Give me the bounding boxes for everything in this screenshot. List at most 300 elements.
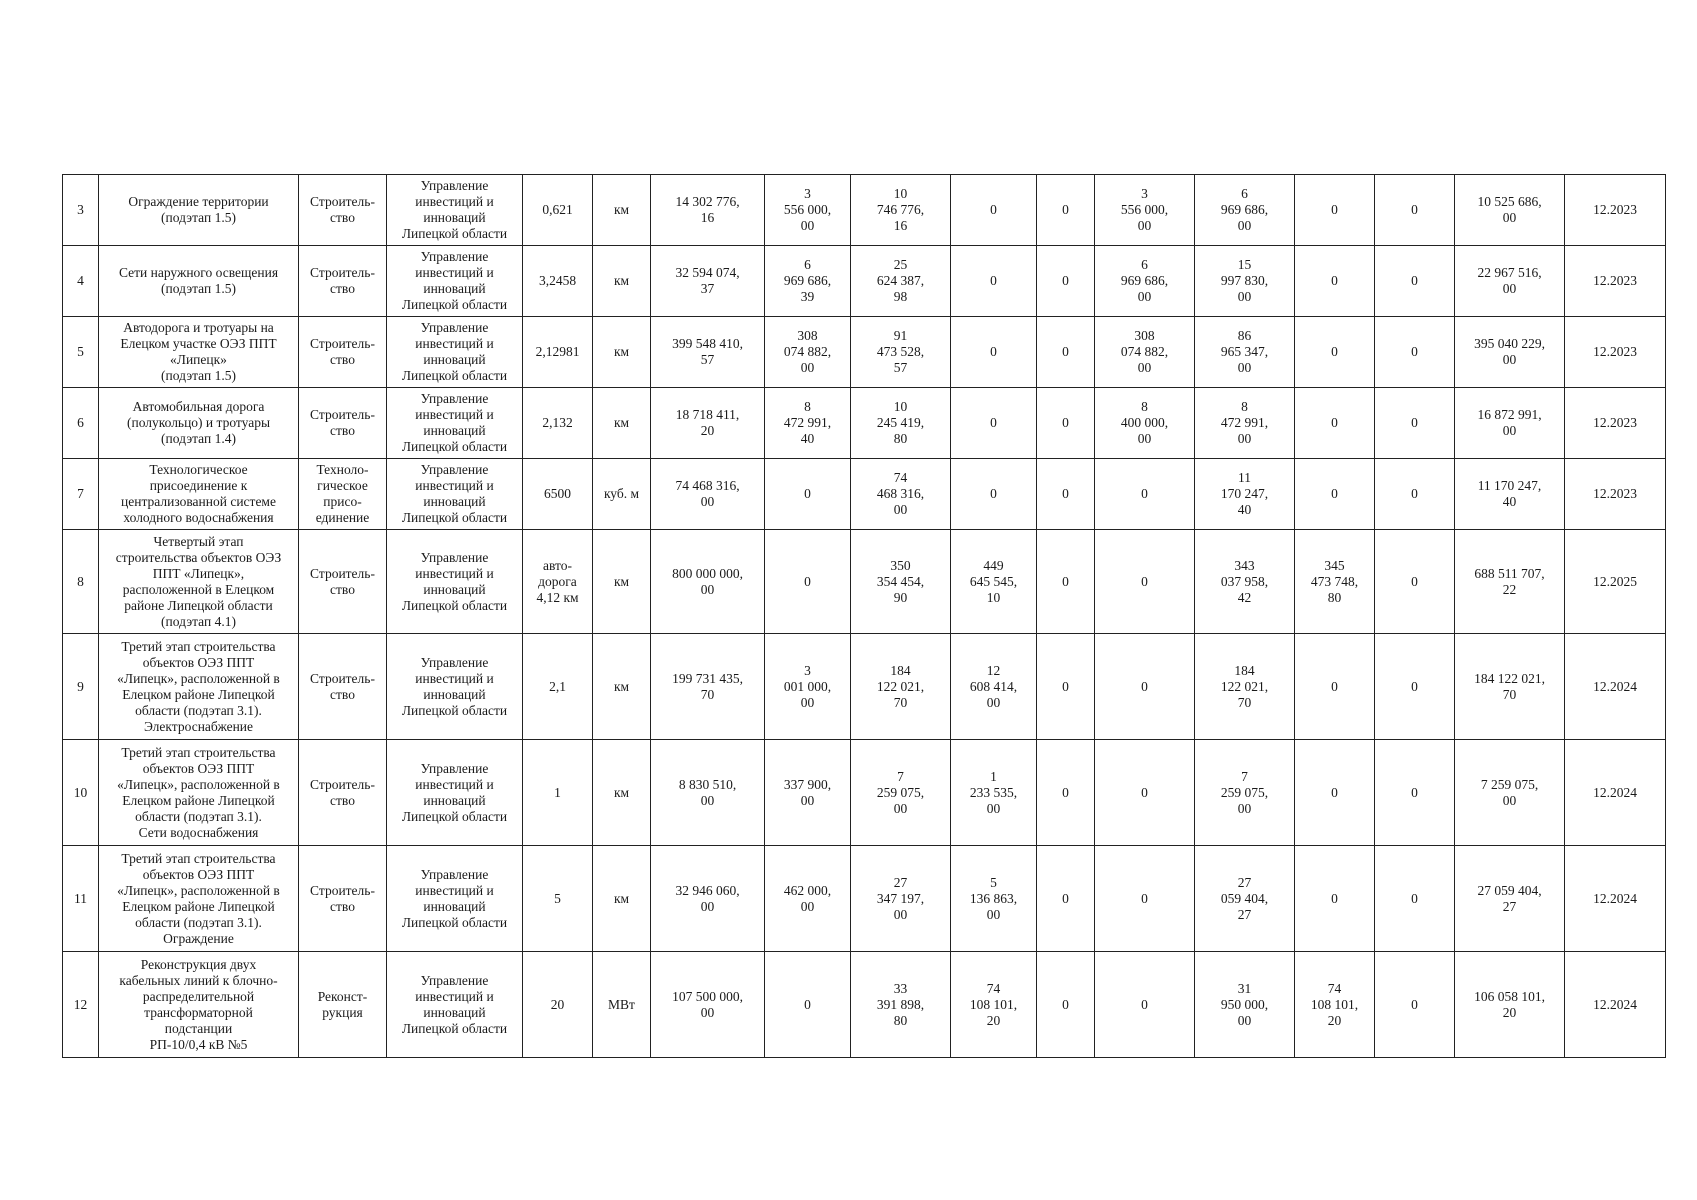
row-number-text: 3 [77, 202, 84, 217]
cost-col-5-text: 6 969 686, 00 [1120, 257, 1169, 304]
capacity-text: 1 [554, 784, 561, 800]
cell-total-cost [651, 846, 765, 952]
cell-object-name [99, 952, 299, 1058]
cell-completion-date [1565, 740, 1666, 846]
work-type-text: Строитель- ство [310, 336, 375, 367]
cell-cost-col-7 [1295, 459, 1375, 530]
cell-unit [593, 846, 651, 952]
cost-col-8-text: 0 [1411, 486, 1418, 501]
cell-object-name [99, 175, 299, 246]
cell-cost-col-7 [1295, 175, 1375, 246]
unit-text: км [613, 273, 630, 288]
cell-cost-col-6 [1195, 846, 1295, 952]
cost-col-5-text: 308 074 882, 00 [1120, 328, 1169, 375]
cost-col-4-text: 0 [1062, 996, 1069, 1012]
cell-cost-col-4 [1037, 175, 1095, 246]
cell-cost-col-2 [851, 740, 951, 846]
cell-work-type [299, 530, 387, 634]
cell-cost-col-9 [1455, 175, 1565, 246]
total-cost-text: 107 500 000, 00 [672, 988, 743, 1020]
cell-total-cost [651, 175, 765, 246]
cost-col-5-text: 0 [1141, 486, 1148, 501]
cell-cost-col-4 [1037, 846, 1095, 952]
cell-cost-col-4 [1037, 740, 1095, 846]
cell-cost-col-3 [951, 459, 1037, 530]
cell-completion-date [1565, 246, 1666, 317]
cost-col-8-text: 0 [1411, 784, 1418, 800]
cell-work-type [299, 740, 387, 846]
work-type-text: Строитель- ство [310, 882, 375, 914]
cell-cost-col-6 [1195, 175, 1295, 246]
table-row [63, 740, 1666, 846]
cell-cost-col-4 [1037, 246, 1095, 317]
cell-total-cost [651, 952, 765, 1058]
cell-cost-col-2 [851, 952, 951, 1058]
customer-text: Управление инвестиций и инноваций Липецкой области [401, 462, 508, 525]
table-row [63, 459, 1666, 530]
cost-col-8-text: 0 [1411, 273, 1418, 288]
work-type-text: Строитель- ство [310, 670, 375, 702]
cost-col-8-text: 0 [1411, 344, 1418, 359]
cell-cost-col-7 [1295, 317, 1375, 388]
cost-col-9-text: 22 967 516, 00 [1477, 265, 1542, 296]
cell-capacity [523, 846, 593, 952]
cell-cost-col-2 [851, 634, 951, 740]
cost-col-6-text: 8 472 991, 00 [1220, 399, 1269, 446]
cell-cost-col-4 [1037, 952, 1095, 1058]
capacity-text: 20 [550, 996, 565, 1012]
cost-col-2-text: 91 473 528, 57 [876, 328, 925, 375]
cell-cost-col-7 [1295, 388, 1375, 459]
cost-col-6-text: 6 969 686, 00 [1220, 186, 1269, 233]
cost-col-2-text: 74 468 316, 00 [876, 470, 925, 517]
table-row [63, 388, 1666, 459]
cell-cost-col-1 [765, 530, 851, 634]
cell-cost-col-1 [765, 634, 851, 740]
cost-col-3-text: 12 608 414, 00 [969, 662, 1018, 710]
total-cost-text: 32 946 060, 00 [675, 882, 740, 914]
cell-cost-col-9 [1455, 388, 1565, 459]
cell-cost-col-3 [951, 246, 1037, 317]
cost-col-6-text: 184 122 021, 70 [1220, 662, 1269, 710]
cost-col-9-text: 10 525 686, 00 [1477, 194, 1542, 225]
cell-cost-col-9 [1455, 459, 1565, 530]
unit-text: км [613, 415, 630, 430]
cost-col-5-text: 0 [1141, 784, 1148, 800]
cost-col-3-text: 0 [990, 415, 997, 430]
customer-text: Управление инвестиций и инноваций Липецкой области [401, 654, 508, 718]
object-name-text: Ограждение территории (подэтап 1.5) [128, 194, 269, 225]
cost-col-9-text: 7 259 075, 00 [1480, 776, 1539, 808]
cell-customer [387, 175, 523, 246]
object-name-text: Третий этап строительства объектов ОЭЗ ППТ «Липецк», расположенной в Елецком районе Липецкой области (подэтап 3.1). Ограждение [117, 850, 280, 946]
cell-cost-col-5 [1095, 952, 1195, 1058]
cell-cost-col-9 [1455, 634, 1565, 740]
cost-col-3-text: 0 [990, 344, 997, 359]
cost-col-5-text: 0 [1141, 573, 1148, 589]
cost-col-9-text: 106 058 101, 20 [1474, 988, 1545, 1020]
cost-col-7-text: 0 [1331, 678, 1338, 694]
capacity-text: 2,132 [542, 415, 573, 430]
cost-col-7-text: 0 [1331, 344, 1338, 359]
unit-text: км [613, 573, 630, 589]
cell-row-number [63, 175, 99, 246]
capacity-text: 2,12981 [535, 344, 580, 359]
table-body [63, 175, 1666, 1058]
cell-row-number [63, 846, 99, 952]
cost-col-3-text: 1 233 535, 00 [969, 768, 1018, 816]
total-cost-text: 32 594 074, 37 [675, 265, 740, 296]
total-cost-text: 14 302 776, 16 [675, 194, 740, 225]
cost-col-7-text: 0 [1331, 486, 1338, 501]
cell-cost-col-8 [1375, 846, 1455, 952]
total-cost-text: 399 548 410, 57 [672, 336, 743, 367]
cell-cost-col-7 [1295, 952, 1375, 1058]
work-type-text: Строитель- ство [310, 776, 375, 808]
row-number-text: 12 [73, 996, 88, 1012]
cell-cost-col-3 [951, 175, 1037, 246]
cost-col-3-text: 74 108 101, 20 [969, 980, 1018, 1028]
cell-total-cost [651, 634, 765, 740]
total-cost-text: 74 468 316, 00 [675, 478, 740, 509]
cell-object-name [99, 459, 299, 530]
work-type-text: Техноло- гическое присо- единение [315, 462, 370, 525]
cell-completion-date [1565, 175, 1666, 246]
row-number-text: 10 [73, 784, 88, 800]
capacity-text: 5 [554, 890, 561, 906]
cost-col-1-text: 3 001 000, 00 [783, 662, 832, 710]
cost-col-7-text: 0 [1331, 415, 1338, 430]
total-cost-text: 199 731 435, 70 [672, 670, 743, 702]
cell-cost-col-9 [1455, 740, 1565, 846]
object-name-text: Автодорога и тротуары на Елецком участке ОЭЗ ППТ «Липецк» (подэтап 1.5) [120, 320, 277, 383]
object-name-text: Третий этап строительства объектов ОЭЗ ППТ «Липецк», расположенной в Елецком районе Липецкой области (подэтап 3.1). Электроснабжение [117, 638, 280, 734]
cell-completion-date [1565, 459, 1666, 530]
object-name-text: Автомобильная дорога (полукольцо) и тротуары (подэтап 1.4) [126, 399, 271, 446]
cost-col-2-text: 10 245 419, 80 [876, 399, 925, 446]
cell-cost-col-7 [1295, 846, 1375, 952]
cell-cost-col-7 [1295, 740, 1375, 846]
cost-col-1-text: 0 [804, 573, 811, 589]
cost-col-1-text: 337 900, 00 [783, 776, 832, 808]
cell-cost-col-6 [1195, 246, 1295, 317]
cost-col-2-text: 350 354 454, 90 [876, 557, 925, 605]
cell-cost-col-7 [1295, 530, 1375, 634]
cell-cost-col-2 [851, 246, 951, 317]
cell-cost-col-6 [1195, 952, 1295, 1058]
cell-cost-col-3 [951, 388, 1037, 459]
cell-unit [593, 317, 651, 388]
cost-col-6-text: 7 259 075, 00 [1220, 768, 1269, 816]
cell-cost-col-3 [951, 740, 1037, 846]
cost-col-5-text: 3 556 000, 00 [1120, 186, 1169, 233]
cell-cost-col-1 [765, 846, 851, 952]
cell-cost-col-5 [1095, 317, 1195, 388]
cost-col-3-text: 0 [990, 486, 997, 501]
cell-cost-col-4 [1037, 317, 1095, 388]
cell-row-number [63, 459, 99, 530]
cost-col-4-text: 0 [1062, 784, 1069, 800]
completion-date-text: 12.2023 [1593, 486, 1637, 501]
cost-col-8-text: 0 [1411, 415, 1418, 430]
cost-col-6-text: 343 037 958, 42 [1220, 557, 1269, 605]
capacity-text: 0,621 [542, 202, 573, 217]
cell-capacity [523, 740, 593, 846]
cost-col-2-text: 184 122 021, 70 [876, 662, 925, 710]
object-name-text: Четвертый этап строительства объектов ОЭЗ ППТ «Липецк», расположенной в Елецком районе Липецкой области (подэтап 4.1) [115, 533, 282, 629]
cell-capacity [523, 459, 593, 530]
cell-object-name [99, 317, 299, 388]
cell-cost-col-1 [765, 952, 851, 1058]
cell-cost-col-8 [1375, 634, 1455, 740]
cell-object-name [99, 530, 299, 634]
cost-col-9-text: 16 872 991, 00 [1477, 407, 1542, 438]
cost-col-5-text: 0 [1141, 678, 1148, 694]
unit-text: км [613, 344, 630, 359]
cell-cost-col-4 [1037, 388, 1095, 459]
cell-cost-col-1 [765, 388, 851, 459]
cost-col-8-text: 0 [1411, 678, 1418, 694]
cell-row-number [63, 952, 99, 1058]
cell-cost-col-3 [951, 846, 1037, 952]
cost-col-8-text: 0 [1411, 202, 1418, 217]
cost-col-8-text: 0 [1411, 996, 1418, 1012]
cost-col-4-text: 0 [1062, 273, 1069, 288]
cost-col-4-text: 0 [1062, 202, 1069, 217]
cell-cost-col-5 [1095, 634, 1195, 740]
cell-cost-col-3 [951, 952, 1037, 1058]
cell-object-name [99, 388, 299, 459]
table-row [63, 634, 1666, 740]
cell-completion-date [1565, 634, 1666, 740]
cell-cost-col-5 [1095, 388, 1195, 459]
cost-col-9-text: 27 059 404, 27 [1477, 882, 1542, 914]
cell-unit [593, 634, 651, 740]
cell-row-number [63, 246, 99, 317]
cost-col-3-text: 0 [990, 202, 997, 217]
cell-row-number [63, 634, 99, 740]
cell-work-type [299, 317, 387, 388]
row-number-text: 8 [77, 573, 84, 589]
total-cost-text: 18 718 411, 20 [675, 407, 740, 438]
cell-cost-col-9 [1455, 846, 1565, 952]
cost-col-5-text: 0 [1141, 996, 1148, 1012]
cell-object-name [99, 740, 299, 846]
cell-capacity [523, 634, 593, 740]
cell-cost-col-6 [1195, 634, 1295, 740]
cell-customer [387, 846, 523, 952]
cell-cost-col-8 [1375, 740, 1455, 846]
cost-col-8-text: 0 [1411, 573, 1418, 589]
total-cost-text: 8 830 510, 00 [678, 776, 737, 808]
cell-total-cost [651, 246, 765, 317]
unit-text: км [613, 202, 630, 217]
cell-customer [387, 388, 523, 459]
cell-cost-col-9 [1455, 246, 1565, 317]
cell-total-cost [651, 459, 765, 530]
object-name-text: Реконструкция двух кабельных линий к блочно- распределительной трансформаторной подстанции РП-10/0,4 кВ №5 [119, 956, 278, 1052]
cell-cost-col-4 [1037, 530, 1095, 634]
cell-cost-col-5 [1095, 459, 1195, 530]
cost-col-7-text: 74 108 101, 20 [1310, 980, 1359, 1028]
cell-object-name [99, 634, 299, 740]
cost-col-6-text: 31 950 000, 00 [1220, 980, 1269, 1028]
cell-work-type [299, 246, 387, 317]
cell-cost-col-8 [1375, 530, 1455, 634]
cost-col-3-text: 449 645 545, 10 [969, 557, 1018, 605]
row-number-text: 4 [77, 273, 84, 288]
cell-cost-col-5 [1095, 246, 1195, 317]
cost-col-1-text: 3 556 000, 00 [783, 186, 832, 233]
cell-customer [387, 634, 523, 740]
cell-cost-col-2 [851, 846, 951, 952]
cell-completion-date [1565, 530, 1666, 634]
cost-col-4-text: 0 [1062, 678, 1069, 694]
cell-cost-col-8 [1375, 459, 1455, 530]
table-row [63, 317, 1666, 388]
cell-cost-col-1 [765, 175, 851, 246]
table-row [63, 246, 1666, 317]
cell-cost-col-6 [1195, 459, 1295, 530]
cell-total-cost [651, 317, 765, 388]
cell-unit [593, 459, 651, 530]
table-row [63, 175, 1666, 246]
cell-customer [387, 246, 523, 317]
cell-object-name [99, 246, 299, 317]
unit-text: МВт [608, 996, 635, 1012]
cost-col-6-text: 27 059 404, 27 [1220, 874, 1269, 922]
cell-unit [593, 246, 651, 317]
cost-col-6-text: 15 997 830, 00 [1220, 257, 1269, 304]
cell-unit [593, 175, 651, 246]
completion-date-text: 12.2024 [1593, 678, 1637, 694]
cost-col-6-text: 86 965 347, 00 [1220, 328, 1269, 375]
cell-work-type [299, 175, 387, 246]
completion-date-text: 12.2023 [1593, 273, 1637, 288]
cell-work-type [299, 634, 387, 740]
cell-work-type [299, 388, 387, 459]
cell-cost-col-9 [1455, 317, 1565, 388]
work-type-text: Строитель- ство [310, 407, 375, 438]
cost-col-3-text: 0 [990, 273, 997, 288]
cell-cost-col-5 [1095, 740, 1195, 846]
cell-capacity [523, 175, 593, 246]
cell-cost-col-1 [765, 459, 851, 530]
cell-work-type [299, 846, 387, 952]
cell-cost-col-4 [1037, 459, 1095, 530]
row-number-text: 11 [74, 890, 87, 906]
cost-col-1-text: 0 [804, 486, 811, 501]
completion-date-text: 12.2024 [1593, 996, 1637, 1012]
total-cost-text: 800 000 000, 00 [672, 565, 743, 597]
cell-cost-col-3 [951, 530, 1037, 634]
cell-cost-col-2 [851, 459, 951, 530]
cell-cost-col-2 [851, 388, 951, 459]
work-type-text: Реконст- рукция [317, 988, 368, 1020]
cell-cost-col-5 [1095, 175, 1195, 246]
capacity-text: 6500 [544, 486, 571, 501]
object-name-text: Технологическое присоединение к централизованной системе холодного водоснабжения [121, 462, 276, 525]
cost-col-2-text: 10 746 776, 16 [876, 186, 925, 233]
cell-customer [387, 530, 523, 634]
cost-col-7-text: 0 [1331, 784, 1338, 800]
cost-col-9-text: 395 040 229, 00 [1474, 336, 1545, 367]
cell-capacity [523, 246, 593, 317]
cost-col-2-text: 25 624 387, 98 [876, 257, 925, 304]
customer-text: Управление инвестиций и инноваций Липецкой области [401, 972, 508, 1036]
cell-cost-col-6 [1195, 530, 1295, 634]
object-name-text: Сети наружного освещения (подэтап 1.5) [118, 265, 279, 296]
cost-col-1-text: 462 000, 00 [783, 882, 832, 914]
cell-cost-col-7 [1295, 634, 1375, 740]
cost-col-4-text: 0 [1062, 486, 1069, 501]
unit-text: км [613, 890, 630, 906]
cell-capacity [523, 317, 593, 388]
cell-cost-col-1 [765, 740, 851, 846]
cell-customer [387, 459, 523, 530]
cell-cost-col-6 [1195, 317, 1295, 388]
cost-col-4-text: 0 [1062, 344, 1069, 359]
cell-work-type [299, 952, 387, 1058]
cell-completion-date [1565, 388, 1666, 459]
cost-col-5-text: 0 [1141, 890, 1148, 906]
cell-cost-col-8 [1375, 317, 1455, 388]
cell-total-cost [651, 740, 765, 846]
cell-completion-date [1565, 846, 1666, 952]
cell-cost-col-5 [1095, 846, 1195, 952]
customer-text: Управление инвестиций и инноваций Липецкой области [401, 178, 508, 241]
cell-unit [593, 530, 651, 634]
cell-capacity [523, 952, 593, 1058]
cost-col-8-text: 0 [1411, 890, 1418, 906]
unit-text: км [613, 784, 630, 800]
customer-text: Управление инвестиций и инноваций Липецкой области [401, 320, 508, 383]
row-number-text: 9 [77, 678, 84, 694]
cell-cost-col-6 [1195, 740, 1295, 846]
cell-cost-col-3 [951, 317, 1037, 388]
cell-cost-col-9 [1455, 952, 1565, 1058]
cell-cost-col-6 [1195, 388, 1295, 459]
cell-cost-col-8 [1375, 388, 1455, 459]
capacity-text: 2,1 [549, 678, 566, 694]
cell-row-number [63, 530, 99, 634]
cost-col-6-text: 11 170 247, 40 [1220, 470, 1269, 517]
cell-capacity [523, 388, 593, 459]
cell-completion-date [1565, 317, 1666, 388]
work-type-text: Строитель- ство [310, 265, 375, 296]
cell-unit [593, 740, 651, 846]
cost-col-3-text: 5 136 863, 00 [969, 874, 1018, 922]
unit-text: куб. м [603, 486, 640, 501]
completion-date-text: 12.2023 [1593, 344, 1637, 359]
cell-cost-col-2 [851, 530, 951, 634]
cell-capacity [523, 530, 593, 634]
cost-col-1-text: 308 074 882, 00 [783, 328, 832, 375]
cell-row-number [63, 317, 99, 388]
customer-text: Управление инвестиций и инноваций Липецкой области [401, 391, 508, 454]
cost-col-2-text: 27 347 197, 00 [876, 874, 925, 922]
customer-text: Управление инвестиций и инноваций Липецкой области [401, 549, 508, 613]
row-number-text: 5 [77, 344, 84, 359]
customer-text: Управление инвестиций и инноваций Липецкой области [401, 249, 508, 312]
cell-cost-col-1 [765, 317, 851, 388]
table-row [63, 952, 1666, 1058]
cell-work-type [299, 459, 387, 530]
capacity-text: 3,2458 [538, 273, 577, 288]
cost-col-5-text: 8 400 000, 00 [1120, 399, 1169, 446]
row-number-text: 6 [77, 415, 84, 430]
cost-col-7-text: 345 473 748, 80 [1310, 557, 1359, 605]
